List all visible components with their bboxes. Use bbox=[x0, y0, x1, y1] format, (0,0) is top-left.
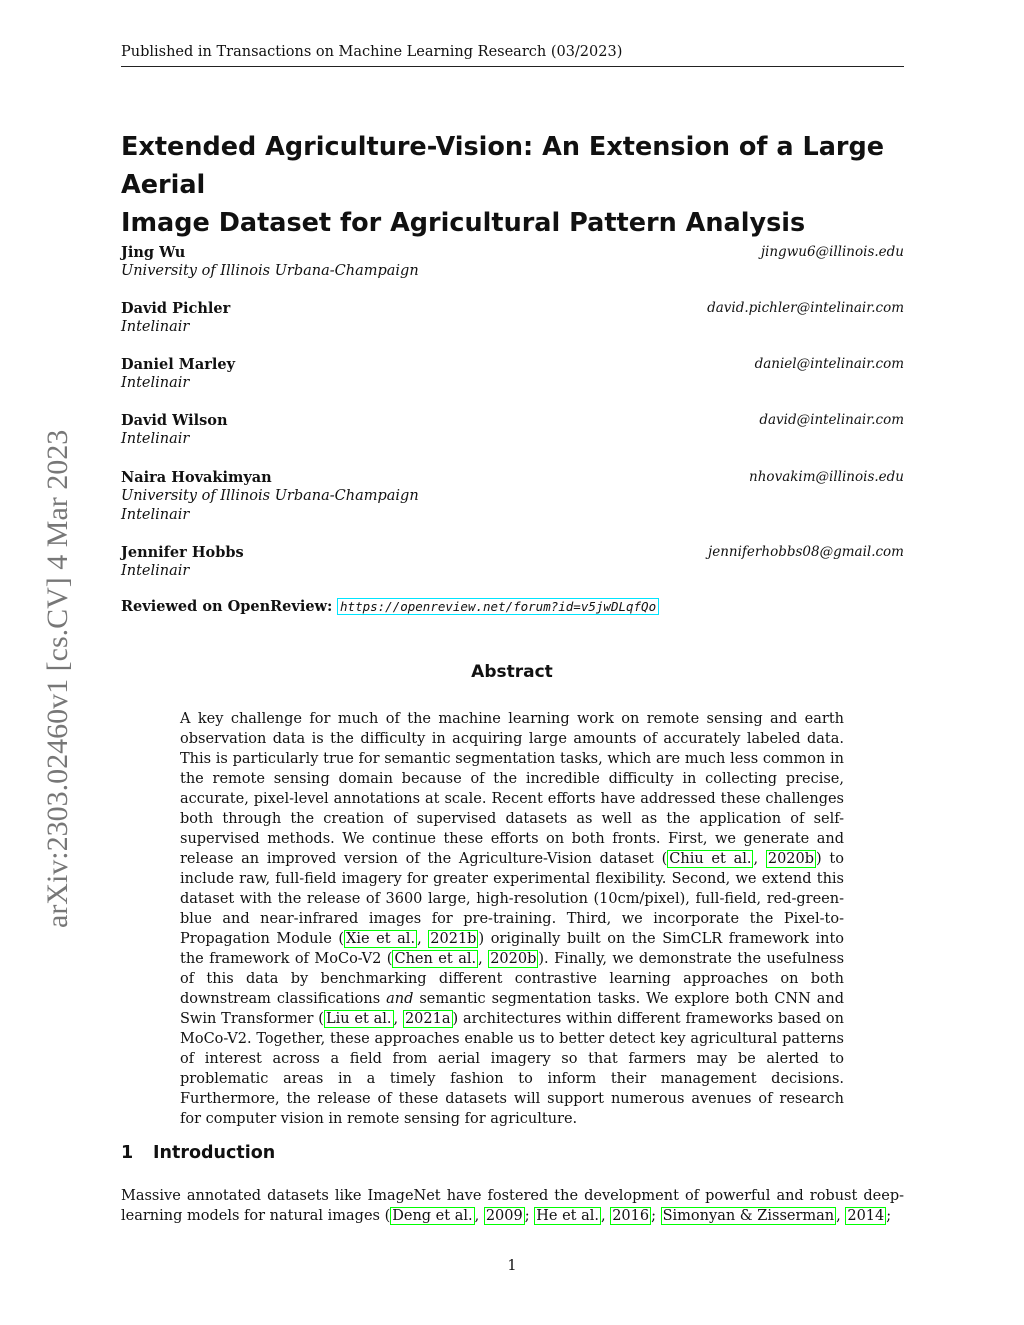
author-name: Jennifer Hobbs bbox=[121, 544, 244, 561]
author-block bbox=[121, 243, 904, 281]
author-email[interactable]: nhovakim@illinois.edu bbox=[749, 469, 904, 485]
author-block bbox=[121, 355, 904, 393]
section-heading-introduction bbox=[121, 1143, 275, 1163]
author-block bbox=[121, 299, 904, 337]
author-name: Naira Hovakimyan bbox=[121, 469, 272, 486]
openreview-link[interactable]: https://openreview.net/forum?id=v5jwDLqfQo bbox=[337, 598, 659, 615]
citation-link[interactable]: 2021b bbox=[430, 931, 477, 947]
author-block bbox=[121, 468, 904, 525]
author-email[interactable]: david.pichler@intelinair.com bbox=[707, 300, 904, 316]
openreview-label: Reviewed on OpenReview: bbox=[121, 598, 333, 615]
abstract-heading: Abstract bbox=[471, 662, 553, 682]
citation-link[interactable]: Simonyan & Zisserman bbox=[662, 1208, 835, 1224]
author-affiliation: University of Illinois Urbana-Champaign bbox=[121, 263, 419, 279]
author-affiliation: Intelinair bbox=[121, 375, 190, 391]
author-name: David Pichler bbox=[121, 300, 231, 317]
introduction-text: Massive annotated datasets like ImageNet have fostered the development of powerful and robust deep-learning models for natural images ( Deng et al. , 2009 ; He et al. , 2016 ; Simonyan & Zisserman , 2014 ; bbox=[121, 1188, 904, 1224]
citation-link[interactable]: Chiu et al. bbox=[669, 851, 752, 867]
author-name: Daniel Marley bbox=[121, 356, 236, 373]
author-block bbox=[121, 411, 904, 449]
author-affiliation: Intelinair bbox=[121, 431, 190, 447]
abstract-text: A key challenge for much of the machine learning work on remote sensing and earth observation data is the difficulty in acquiring large amounts of accurately labeled data. This is particularly true for semantic segmentation tasks, which are much less common in the remote sensing domain because of the incredible difficulty in collecting precise, accurate, pixel-level annotations at scale. Recent efforts have addressed these challenges both through the creation of supervised datasets as well as the application of self-supervised methods. We continue these efforts on both fronts. First, we generate and release an improved version of the Agriculture-Vision dataset ( Chiu et al. , 2020b ) to include raw, full-field imagery for greater experimental flexibility. Second, we extend this dataset with the release of 3600 large, high-resolution (10cm/pixel), full-field, red-green-blue and near-infrared images for pre-training. Third, we incorporate the Pixel-to-Propagation Module ( Xie et al. , 2021b ) originally built on the SimCLR framework into the framework of MoCo-V2 ( Chen et al. , 2020b ). Finally, we demonstrate the usefulness of this data by benchmarking different contrastive learning approaches on both downstream classifications and semantic segmentation tasks. We explore both CNN and Swin Transformer ( Liu et al. , 2021a ) architectures within different frameworks based on MoCo-V2. Together, these approaches enable us to better detect key agricultural patterns of interest across a field from aerial imagery so that farmers may be alerted to problematic areas in a timely fashion to inform their management decisions. Furthermore, the release of these datasets will support numerous avenues of research for computer vision in remote sensing for agriculture. bbox=[180, 711, 845, 1127]
section-title: Introduction bbox=[153, 1143, 276, 1163]
openreview-line bbox=[121, 598, 659, 615]
citation-link[interactable]: 2014 bbox=[847, 1208, 885, 1224]
title-line-1: Extended Agriculture-Vision: An Extension of a Large Aerial bbox=[121, 132, 885, 200]
title-line-2: Image Dataset for Agricultural Pattern Analysis bbox=[121, 208, 806, 238]
citation-link[interactable]: 2021a bbox=[404, 1011, 451, 1027]
citation-link[interactable]: He et al. bbox=[536, 1208, 599, 1224]
citation-link[interactable]: Liu et al. bbox=[325, 1011, 392, 1027]
author-email[interactable]: jingwu6@illinois.edu bbox=[760, 244, 904, 260]
author-email[interactable]: daniel@intelinair.com bbox=[754, 356, 904, 372]
author-name: Jing Wu bbox=[121, 244, 186, 261]
author-email[interactable]: jenniferhobbs08@gmail.com bbox=[708, 544, 904, 560]
running-header: Published in Transactions on Machine Learning Research (03/2023) bbox=[121, 44, 904, 67]
author-affiliation: University of Illinois Urbana-Champaign bbox=[121, 488, 419, 504]
citation-link[interactable]: 2020b bbox=[767, 851, 815, 867]
page-number: 1 bbox=[507, 1258, 517, 1274]
author-affiliation: Intelinair bbox=[121, 563, 190, 579]
citation-link[interactable]: Xie et al. bbox=[346, 931, 416, 947]
author-email[interactable]: david@intelinair.com bbox=[759, 412, 904, 428]
author-affiliation: Intelinair bbox=[121, 507, 190, 523]
citation-link[interactable]: 2020b bbox=[490, 951, 537, 967]
emphasis: and bbox=[386, 991, 414, 1007]
section-number: 1 bbox=[121, 1143, 134, 1163]
author-affiliation: Intelinair bbox=[121, 319, 190, 335]
paper-title bbox=[121, 128, 911, 242]
citation-link[interactable]: Chen et al. bbox=[394, 951, 477, 967]
author-name: David Wilson bbox=[121, 412, 228, 429]
citation-link[interactable]: 2016 bbox=[612, 1208, 650, 1224]
citation-link[interactable]: 2009 bbox=[485, 1208, 523, 1224]
arxiv-side-stamp: arXiv:2303.02460v1 [cs.CV] 4 Mar 2023 bbox=[41, 429, 74, 928]
citation-link[interactable]: Deng et al. bbox=[392, 1208, 473, 1224]
author-block bbox=[121, 543, 904, 581]
